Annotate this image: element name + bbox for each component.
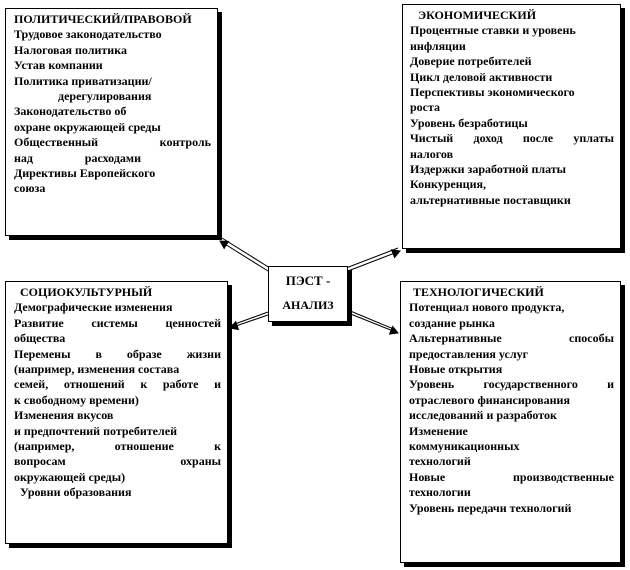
sociocultural-item: и предпочтений потребителей [14,423,177,438]
political-item: Политика приватизации/ [14,73,152,88]
political-item: Трудовое законодательство [14,27,162,42]
political-item: Директивы Европейского [14,166,156,181]
sociocultural-item: Изменения вкусов [14,408,114,423]
arrow-to-sociocultural [230,312,268,328]
technological-item: Потенциал нового продукта, [409,300,565,315]
sociocultural-item: (например, изменения состава [14,362,180,377]
sociocultural-item: Развитие системы ценностей [14,315,221,330]
sociocultural-title: СОЦИОКУЛЬТУРНЫЙ [20,285,153,299]
sociocultural-item: к свободному времени) [14,392,139,407]
technological-item: Уровень передачи технологий [409,500,572,515]
economic-item: Издержки заработной платы [410,162,567,177]
technological-item: Новые производственные [409,469,614,484]
sociocultural-item: вопросам охраны [14,454,221,469]
technological-item: Новые открытия [409,362,503,377]
economic-item: инфляции [410,38,466,53]
sociocultural-item: Перемены в образе жизни [14,346,221,361]
political-item: Налоговая политика [14,42,127,57]
sociocultural-item: общества [14,331,66,346]
sociocultural-box [5,281,228,544]
technological-title: ТЕХНОЛОГИЧЕСКИЙ [413,285,544,299]
political-item: охране окружающей среды [14,119,161,134]
technological-item: создание рынка [409,315,495,330]
sociocultural-item: (например, отношение к [14,439,221,454]
political-title: ПОЛИТИЧЕСКИЙ/ПРАВОВОЙ [14,12,192,26]
arrow-to-political [220,238,270,271]
center-title-line1: ПЭСТ - [285,273,331,288]
political-item: над расходами [14,150,141,165]
political-box [5,8,218,236]
economic-item: Конкуренция, [410,177,486,192]
sociocultural-item: семей, отношений к работе и [14,377,221,392]
economic-item: налогов [410,146,454,161]
political-item: дерегулирования [58,89,152,104]
technological-item: Уровень государственного и [409,377,614,392]
center-title-line2: АНАЛИЗ [282,298,334,312]
political-item: Устав компании [14,58,103,73]
arrow-to-economic [346,248,400,271]
economic-item: роста [410,100,441,115]
technological-item: отраслевого финансирования [409,392,570,407]
political-item: Общественный контроль [14,135,211,150]
technological-item: Альтернативные способы [409,331,614,346]
sociocultural-item: Уровни образования [20,485,132,500]
technological-item: предоставления услуг [409,346,529,361]
technological-box [400,281,621,563]
sociocultural-item: окружающей среды) [14,469,126,484]
economic-item: альтернативные поставщики [410,192,571,207]
economic-item: Перспективы экономического [410,85,575,100]
economic-item: Доверие потребителей [410,54,532,69]
technological-item: коммуникационных [409,439,520,454]
economic-title: ЭКОНОМИЧЕСКИЙ [418,8,537,22]
technological-item: исследований и разработок [409,408,557,423]
economic-item: Процентные ставки и уровень [410,23,576,38]
economic-item: Уровень безработицы [410,115,528,130]
economic-item: Цикл деловой активности [410,69,553,84]
technological-item: технологии [409,485,471,500]
economic-box [402,4,621,249]
economic-item: Чистый доход после уплаты [410,131,614,146]
technological-item: технологий [409,454,471,469]
political-item: Законодательство об [14,104,127,119]
sociocultural-item: Демографические изменения [14,300,173,315]
technological-item: Изменение [409,423,468,438]
political-item: союза [14,181,46,196]
arrow-to-technological [348,310,398,333]
pest-analysis-center [268,266,348,322]
